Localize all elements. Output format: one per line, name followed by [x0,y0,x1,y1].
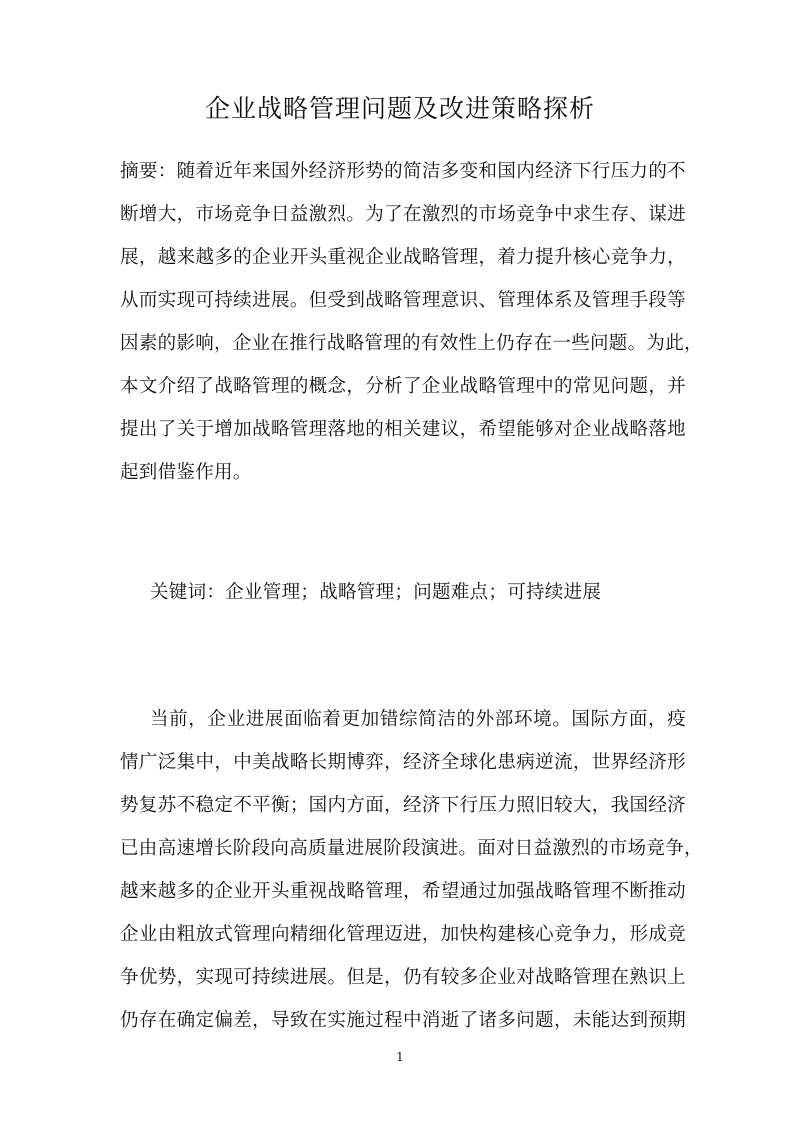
page-number: 1 [396,1050,404,1064]
body-line: 仍存在确定偏差，导致在实施过程中消逝了诸多问题，未能达到预期 [120,1010,686,1031]
body-line: 已由高速增长阶段向高质量进展阶段演进。面对日益激烈的市场竞争， [120,838,703,859]
abstract-line: 本文介绍了战略管理的概念，分析了企业战略管理中的常见问题，并 [120,376,686,397]
abstract-line: 断增大，市场竞争日益激烈。为了在激烈的市场竞争中求生存、谋进 [120,204,686,225]
abstract-line: 从而实现可持续进展。但受到战略管理意识、管理体系及管理手段等 [120,290,686,311]
abstract-line: 因素的影响，企业在推行战略管理的有效性上仍存在一些问题。为此， [120,333,703,354]
body-line: 势复苏不稳定不平衡；国内方面，经济下行压力照旧较大，我国经济 [120,795,686,816]
abstract-line: 展，越来越多的企业开头重视企业战略管理，着力提升核心竞争力， [120,247,686,268]
document-title: 企业战略管理问题及改进策略探析 [204,94,595,123]
body-line: 争优势，实现可持续进展。但是，仍有较多企业对战略管理在熟识上 [120,967,686,988]
body-line: 企业由粗放式管理向精细化管理迈进，加快构建核心竞争力，形成竞 [120,924,686,945]
body-line: 越来越多的企业开头重视战略管理，希望通过加强战略管理不断推动 [120,881,686,902]
abstract-line: 起到借鉴作用。 [120,462,252,483]
body-line: 情广泛集中，中美战略长期博弈，经济全球化患病逆流，世界经济形 [120,752,686,773]
keywords-line: 关键词：企业管理；战略管理；问题难点；可持续进展 [150,582,602,603]
abstract-line: 提出了关于增加战略管理落地的相关建议，希望能够对企业战略落地 [120,419,686,440]
body-line: 当前，企业进展面临着更加错综简洁的外部环境。国际方面，疫 [150,709,686,730]
abstract-line: 摘要：随着近年来国外经济形势的简洁多变和国内经济下行压力的不 [120,161,686,182]
